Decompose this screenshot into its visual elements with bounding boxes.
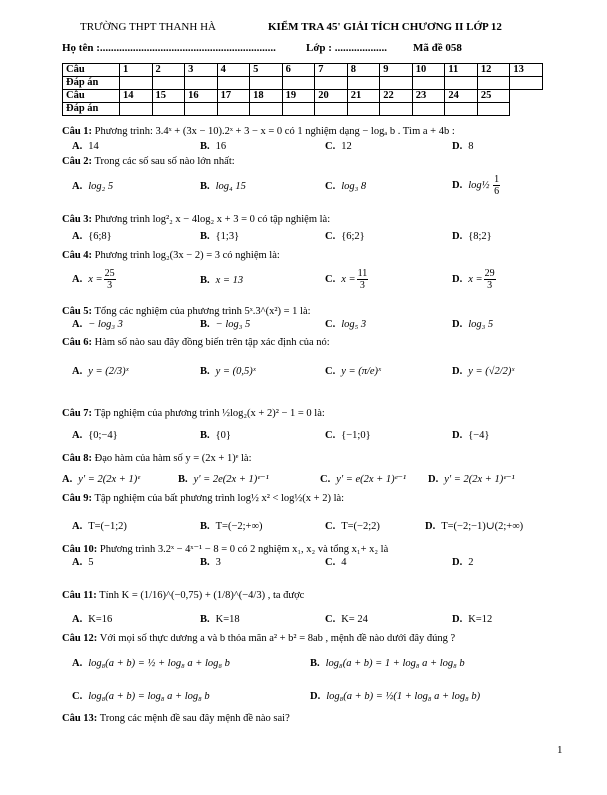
option-b: B. T=(−2;+∞) <box>200 521 263 532</box>
option-a: A. log₂ 5 <box>72 181 114 192</box>
option-c: C. y = (π/e)ˣ <box>325 366 382 377</box>
grid-label: Đáp án <box>63 77 120 90</box>
option-a: A. 14 <box>72 141 99 152</box>
grid-row <box>63 90 543 103</box>
option-a: A. T=(−1;2) <box>72 521 127 532</box>
answer-grid <box>62 63 543 116</box>
option-d: D. y' = 2(2x + 1)ᵉ⁻¹ <box>428 474 515 485</box>
grid-cell: 19 <box>282 90 315 103</box>
grid-cell: 9 <box>380 64 413 77</box>
option-c: C. T=(−2;2) <box>325 521 380 532</box>
grid-cell: 17 <box>217 90 250 103</box>
grid-cell: 2 <box>152 64 185 77</box>
option-d: D. {8;2} <box>452 231 492 242</box>
grid-cell: 8 <box>347 64 380 77</box>
option-b: B. K=18 <box>200 614 240 625</box>
option-c: C. log₃ 8 <box>325 181 367 192</box>
option-c: C. log₈(a + b) = log₈ a + log₈ b <box>72 691 210 702</box>
grid-cell: 12 <box>477 64 510 77</box>
exam-code: Mã đề 058 <box>413 42 462 54</box>
grid-cell: 4 <box>217 64 250 77</box>
grid-cell: 22 <box>380 90 413 103</box>
option-c: C. x = $\frac{11}{3}$ <box>325 268 368 291</box>
option-c: C. {6;2} <box>325 231 365 242</box>
grid-cell: 21 <box>347 90 380 103</box>
name-field: Họ tên :................................................................ <box>62 42 276 54</box>
grid-cell: 18 <box>250 90 283 103</box>
question-8: Câu 8: Đạo hàm của hàm số y = (2x + 1)ᵉ là: <box>62 453 252 464</box>
option-b: B. log₄ 15 <box>200 181 246 192</box>
grid-cell: 13 <box>510 64 543 77</box>
option-b: B. y' = 2e(2x + 1)ᵉ⁻¹ <box>178 474 269 485</box>
grid-row <box>63 64 543 77</box>
option-a: A. log₈(a + b) = ½ + log₈ a + log₈ b <box>72 658 230 669</box>
option-d: D. 8 <box>452 141 474 152</box>
option-d: D. x = $\frac{29}{3}$ <box>452 268 495 291</box>
grid-label: Đáp án <box>63 103 120 116</box>
option-a: A. {6;8} <box>72 231 112 242</box>
option-b: B. {1;3} <box>200 231 240 242</box>
option-a: A. 5 <box>72 557 94 568</box>
question-text: Phương trình: 3.4ˣ + (3x − 10).2ˣ + 3 − x = 0 có 1 nghiệm dạng − logₐ b . Tìm a + 4b : <box>94 126 455 137</box>
question-1 <box>62 125 455 138</box>
question-4: Câu 4: Phương trình log₂(3x − 2) = 3 có nghiệm là: <box>62 250 280 261</box>
grid-cell: 14 <box>120 90 153 103</box>
question-11: Câu 11: Tính K = (1/16)^(−0,75) + (1/8)^(−4/3) , ta được <box>62 590 305 601</box>
question-5: Câu 5: Tổng các nghiệm của phương trình 5ˣ.3^(x²) = 1 là: <box>62 306 311 317</box>
grid-label: Câu <box>63 90 120 103</box>
option-a: A. K=16 <box>72 614 113 625</box>
option-b: B. x = 13 <box>200 275 244 286</box>
option-d: D. log½ $\frac{1}{6}$ <box>452 174 500 197</box>
grid-cell: 20 <box>315 90 348 103</box>
grid-cell: 15 <box>152 90 185 103</box>
option-b: B. − log₃ 5 <box>200 319 251 330</box>
option-a: A. y' = 2(2x + 1)ᵉ <box>62 474 140 485</box>
grid-row <box>63 103 543 116</box>
grid-cell: 25 <box>477 90 510 103</box>
option-d: D. {−4} <box>452 430 490 441</box>
page-number: 1 <box>557 744 563 756</box>
grid-cell: 23 <box>412 90 445 103</box>
grid-cell: 10 <box>412 64 445 77</box>
option-a: A. − log₃ 3 <box>72 319 123 330</box>
question-7: Câu 7: Tập nghiệm của phương trình ½log₂(x + 2)² − 1 = 0 là: <box>62 408 325 419</box>
grid-cell: 5 <box>250 64 283 77</box>
option-c: C. log₅ 3 <box>325 319 367 330</box>
option-b: B. 3 <box>200 557 221 568</box>
question-2: Câu 2: Trong các số sau số nào lớn nhất: <box>62 156 235 167</box>
option-c: C. K= 24 <box>325 614 368 625</box>
question-3: Câu 3: Phương trình log²₂ x − 4log₂ x + 3 = 0 có tập nghiệm là: <box>62 214 331 225</box>
option-a: A. y = (2/3)ˣ <box>72 366 129 377</box>
grid-cell: 7 <box>315 64 348 77</box>
exam-title: KIỂM TRA 45' GIẢI TÍCH CHƯƠNG II LỚP 12 <box>268 21 502 33</box>
option-c: C. 12 <box>325 141 352 152</box>
grid-cell: 6 <box>282 64 315 77</box>
option-b: B. 16 <box>200 141 227 152</box>
question-10: Câu 10: Phương trình 3.2ˣ − 4ˣ⁻¹ − 8 = 0 có 2 nghiệm x₁, x₂ và tổng x₁+ x₂ là <box>62 544 389 555</box>
option-d: D. log₃ 5 <box>452 319 494 330</box>
option-a: A. {0;−4} <box>72 430 118 441</box>
grid-cell: 11 <box>445 64 478 77</box>
question-12: Câu 12: Với mọi số thực dương a và b thỏa mãn a² + b² = 8ab , mệnh đề nào dưới đây đúng ? <box>62 633 456 644</box>
option-d: D. T=(−2;−1)∪(2;+∞) <box>425 521 524 532</box>
option-d: D. log₈(a + b) = ½(1 + log₈ a + log₈ b) <box>310 691 481 702</box>
option-d: D. 2 <box>452 557 474 568</box>
grid-cell: 1 <box>120 64 153 77</box>
question-6: Câu 6: Hàm số nào sau đây đồng biến trên tập xác định của nó: <box>62 337 330 348</box>
grid-row <box>63 77 543 90</box>
option-b: B. y = (0,5)ˣ <box>200 366 256 377</box>
class-field: Lớp : ................... <box>306 42 387 54</box>
grid-cell: 16 <box>185 90 218 103</box>
option-b: B. log₈(a + b) = 1 + log₈ a + log₈ b <box>310 658 465 669</box>
option-b: B. {0} <box>200 430 231 441</box>
option-c: C. 4 <box>325 557 347 568</box>
option-d: D. K=12 <box>452 614 493 625</box>
question-13: Câu 13: Trong các mệnh đề sau đây mệnh đề nào sai? <box>62 713 290 724</box>
option-c: C. y' = e(2x + 1)ᵉ⁻¹ <box>320 474 407 485</box>
grid-cell: 24 <box>445 90 478 103</box>
grid-label: Câu <box>63 64 120 77</box>
option-c: C. {−1;0} <box>325 430 371 441</box>
option-d: D. y = (√2/2)ˣ <box>452 366 515 377</box>
question-number: Câu 1: <box>62 126 93 137</box>
school-name: TRƯỜNG THPT THANH HÀ <box>80 21 216 33</box>
grid-cell: 3 <box>185 64 218 77</box>
option-a: A. x = $\frac{25}{3}$ <box>72 268 115 291</box>
question-9: Câu 9: Tập nghiệm của bất phương trình log½ x² < log½(x + 2) là: <box>62 493 345 504</box>
